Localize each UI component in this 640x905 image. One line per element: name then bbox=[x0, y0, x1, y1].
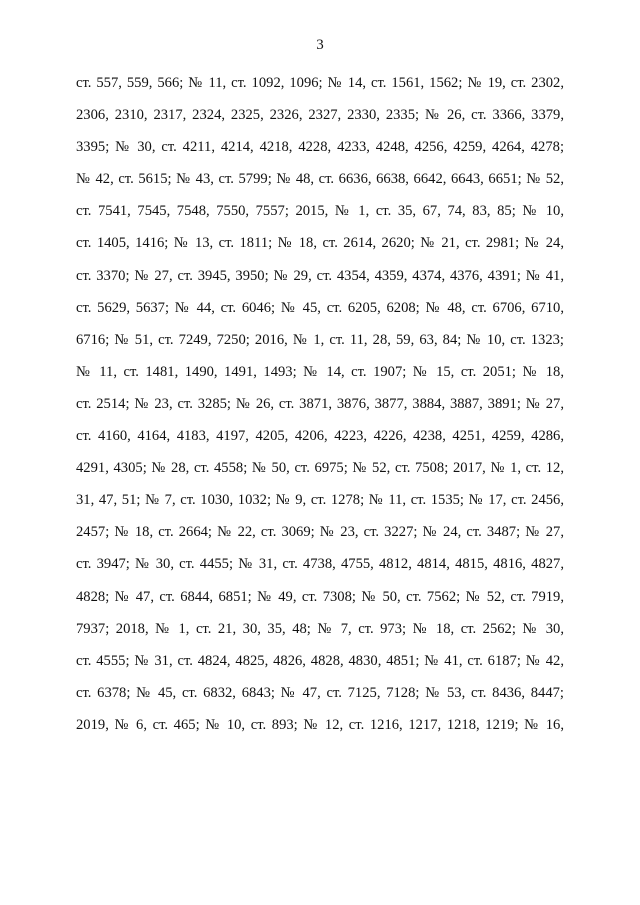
text-line: ст. 2514; № 23, ст. 3285; № 26, ст. 3871, 3876, 3877, 3884, 3887, 3891; № 27, bbox=[76, 395, 564, 412]
text-line: ст. 6378; № 45, ст. 6832, 6843; № 47, ст. 7125, 7128; № 53, ст. 8436, 8447; bbox=[76, 684, 564, 701]
text-line: ст. 3370; № 27, ст. 3945, 3950; № 29, ст. 4354, 4359, 4374, 4376, 4391; № 41, bbox=[76, 267, 564, 284]
text-line: 31, 47, 51; № 7, ст. 1030, 1032; № 9, ст. 1278; № 11, ст. 1535; № 17, ст. 2456, bbox=[76, 492, 564, 509]
text-line: ст. 3947; № 30, ст. 4455; № 31, ст. 4738, 4755, 4812, 4814, 4815, 4816, 4827, bbox=[76, 556, 564, 573]
text-line: ст. 1405, 1416; № 13, ст. 1811; № 18, ст. 2614, 2620; № 21, ст. 2981; № 24, bbox=[76, 235, 564, 252]
page-number: 3 bbox=[316, 37, 324, 53]
text-line: ст. 4160, 4164, 4183, 4197, 4205, 4206, 4223, 4226, 4238, 4251, 4259, 4286, bbox=[76, 428, 564, 445]
text-line: ст. 7541, 7545, 7548, 7550, 7557; 2015, № 1, ст. 35, 67, 74, 83, 85; № 10, bbox=[76, 203, 564, 220]
text-line: 2306, 2310, 2317, 2324, 2325, 2326, 2327, 2330, 2335; № 26, ст. 3366, 3379, bbox=[76, 107, 564, 124]
citation-paragraph bbox=[76, 74, 564, 748]
text-line: № 11, ст. 1481, 1490, 1491, 1493; № 14, ст. 1907; № 15, ст. 2051; № 18, bbox=[76, 363, 564, 380]
text-line: 7937; 2018, № 1, ст. 21, 30, 35, 48; № 7, ст. 973; № 18, ст. 2562; № 30, bbox=[76, 620, 564, 637]
text-line: 2457; № 18, ст. 2664; № 22, ст. 3069; № 23, ст. 3227; № 24, ст. 3487; № 27, bbox=[76, 524, 564, 541]
text-line: 4291, 4305; № 28, ст. 4558; № 50, ст. 6975; № 52, ст. 7508; 2017, № 1, ст. 12, bbox=[76, 460, 564, 477]
text-line: 4828; № 47, ст. 6844, 6851; № 49, ст. 7308; № 50, ст. 7562; № 52, ст. 7919, bbox=[76, 588, 564, 605]
text-line: ст. 5629, 5637; № 44, ст. 6046; № 45, ст. 6205, 6208; № 48, ст. 6706, 6710, bbox=[76, 299, 564, 316]
text-line: № 42, ст. 5615; № 43, ст. 5799; № 48, ст. 6636, 6638, 6642, 6643, 6651; № 52, bbox=[76, 171, 564, 188]
text-line: 3395; № 30, ст. 4211, 4214, 4218, 4228, 4233, 4248, 4256, 4259, 4264, 4278; bbox=[76, 139, 564, 156]
text-line: 2019, № 6, ст. 465; № 10, ст. 893; № 12, ст. 1216, 1217, 1218, 1219; № 16, bbox=[76, 716, 564, 733]
text-line: 6716; № 51, ст. 7249, 7250; 2016, № 1, ст. 11, 28, 59, 63, 84; № 10, ст. 1323; bbox=[76, 331, 564, 348]
text-line: ст. 4555; № 31, ст. 4824, 4825, 4826, 4828, 4830, 4851; № 41, ст. 6187; № 42, bbox=[76, 652, 564, 669]
text-line: ст. 557, 559, 566; № 11, ст. 1092, 1096; № 14, ст. 1561, 1562; № 19, ст. 2302, bbox=[76, 75, 564, 91]
